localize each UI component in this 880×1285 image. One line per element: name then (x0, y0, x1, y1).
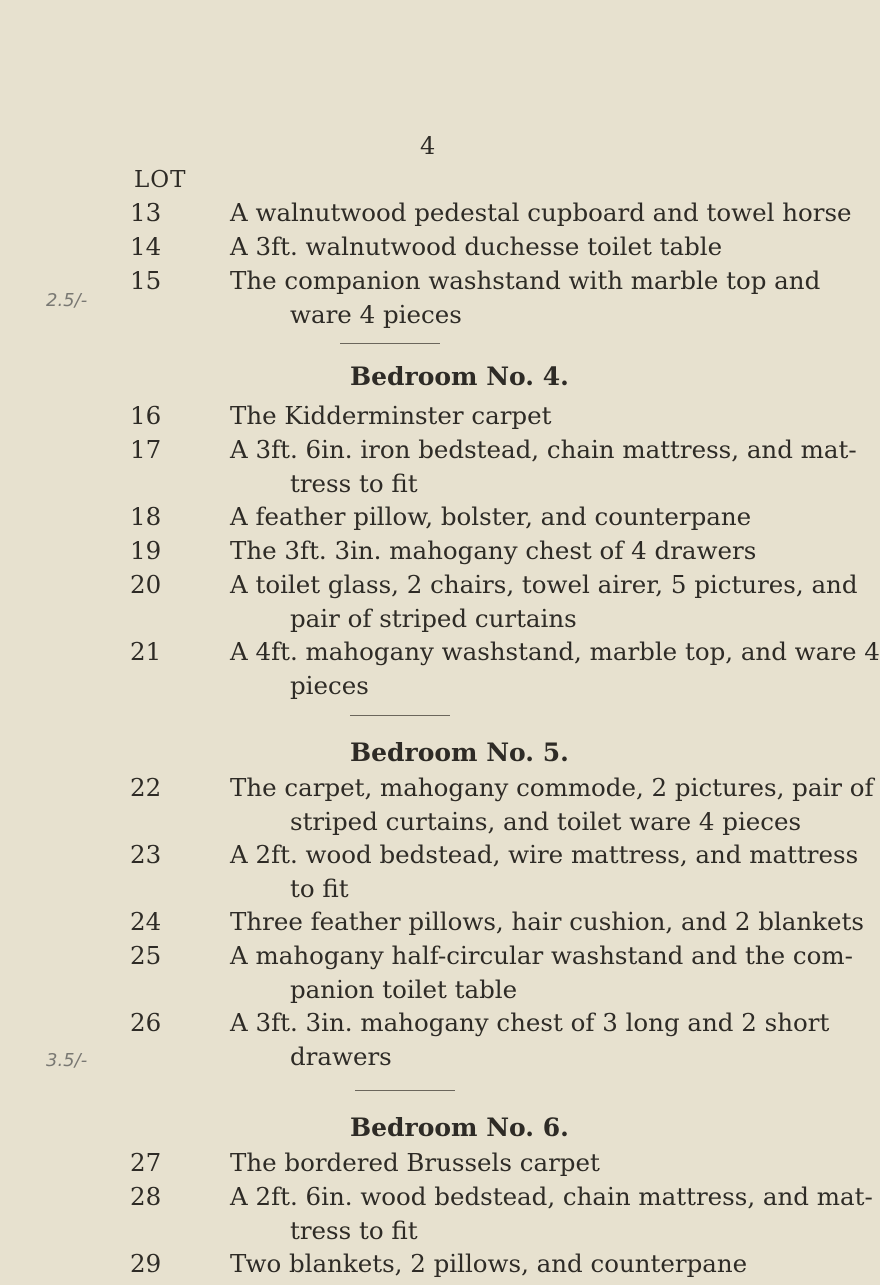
lot-number: 28 (130, 1182, 162, 1211)
lot-description-continued: pair of striped curtains (290, 604, 577, 633)
lot-description-continued: to fit (290, 874, 349, 903)
lot-description: A toilet glass, 2 chairs, towel airer, 5 pictures, and (230, 570, 858, 599)
lot-description: A feather pillow, bolster, and counterpane (230, 502, 752, 531)
lot-number: 15 (130, 266, 162, 295)
section-heading: Bedroom No. 4. (350, 362, 569, 391)
lot-description: A 3ft. 6in. iron bedstead, chain mattress, and mat- (230, 435, 857, 464)
section-divider (350, 715, 450, 716)
lot-number: 25 (130, 941, 162, 970)
lot-description: Three feather pillows, hair cushion, and 2 blankets (230, 907, 864, 936)
lot-number: 24 (130, 907, 162, 936)
lot-description-continued: tress to fit (290, 469, 418, 498)
lot-description: The bordered Brussels carpet (230, 1148, 600, 1177)
lot-column-header: LOT (134, 167, 187, 193)
pencil-note: 3.5/- (46, 1050, 88, 1071)
lot-description: A mahogany half-circular washstand and the com- (230, 941, 853, 970)
lot-description: The 3ft. 3in. mahogany chest of 4 drawers (230, 536, 757, 565)
lot-description-continued: striped curtains, and toilet ware 4 pieces (290, 807, 802, 836)
lot-description: The Kidderminster carpet (230, 401, 552, 430)
lot-description-continued: tress to fit (290, 1216, 418, 1245)
lot-description: A walnutwood pedestal cupboard and towel horse (230, 198, 852, 227)
section-heading: Bedroom No. 5. (350, 738, 569, 767)
lot-description: A 3ft. walnutwood duchesse toilet table (230, 232, 723, 261)
section-divider (340, 343, 440, 344)
lot-description: The carpet, mahogany commode, 2 pictures, pair of (230, 773, 874, 802)
lot-description: A 2ft. 6in. wood bedstead, chain mattress, and mat- (230, 1182, 873, 1211)
lot-number: 14 (130, 232, 162, 261)
lot-number: 20 (130, 570, 162, 599)
page-number: 4 (420, 132, 436, 160)
lot-number: 18 (130, 502, 162, 531)
lot-number: 22 (130, 773, 162, 802)
lot-number: 23 (130, 840, 162, 869)
lot-number: 21 (130, 637, 162, 666)
lot-description-continued: pieces (290, 671, 369, 700)
lot-description: A 2ft. wood bedstead, wire mattress, and mattress (230, 840, 859, 869)
lot-description-continued: panion toilet table (290, 975, 518, 1004)
lot-description: A 4ft. mahogany washstand, marble top, and ware 4 (230, 637, 880, 666)
lot-description: The companion washstand with marble top and (230, 266, 821, 295)
lot-number: 17 (130, 435, 162, 464)
lot-description-continued: ware 4 pieces (290, 300, 462, 329)
lot-description: Two blankets, 2 pillows, and counterpane (230, 1249, 748, 1278)
lot-description-continued: drawers (290, 1042, 392, 1071)
section-divider (355, 1090, 455, 1091)
lot-number: 26 (130, 1008, 162, 1037)
lot-number: 16 (130, 401, 162, 430)
lot-number: 19 (130, 536, 162, 565)
lot-number: 27 (130, 1148, 162, 1177)
lot-number: 13 (130, 198, 162, 227)
pencil-note: 2.5/- (46, 290, 88, 311)
lot-number: 29 (130, 1249, 162, 1278)
section-heading: Bedroom No. 6. (350, 1113, 569, 1142)
lot-description: A 3ft. 3in. mahogany chest of 3 long and 2 short (230, 1008, 830, 1037)
